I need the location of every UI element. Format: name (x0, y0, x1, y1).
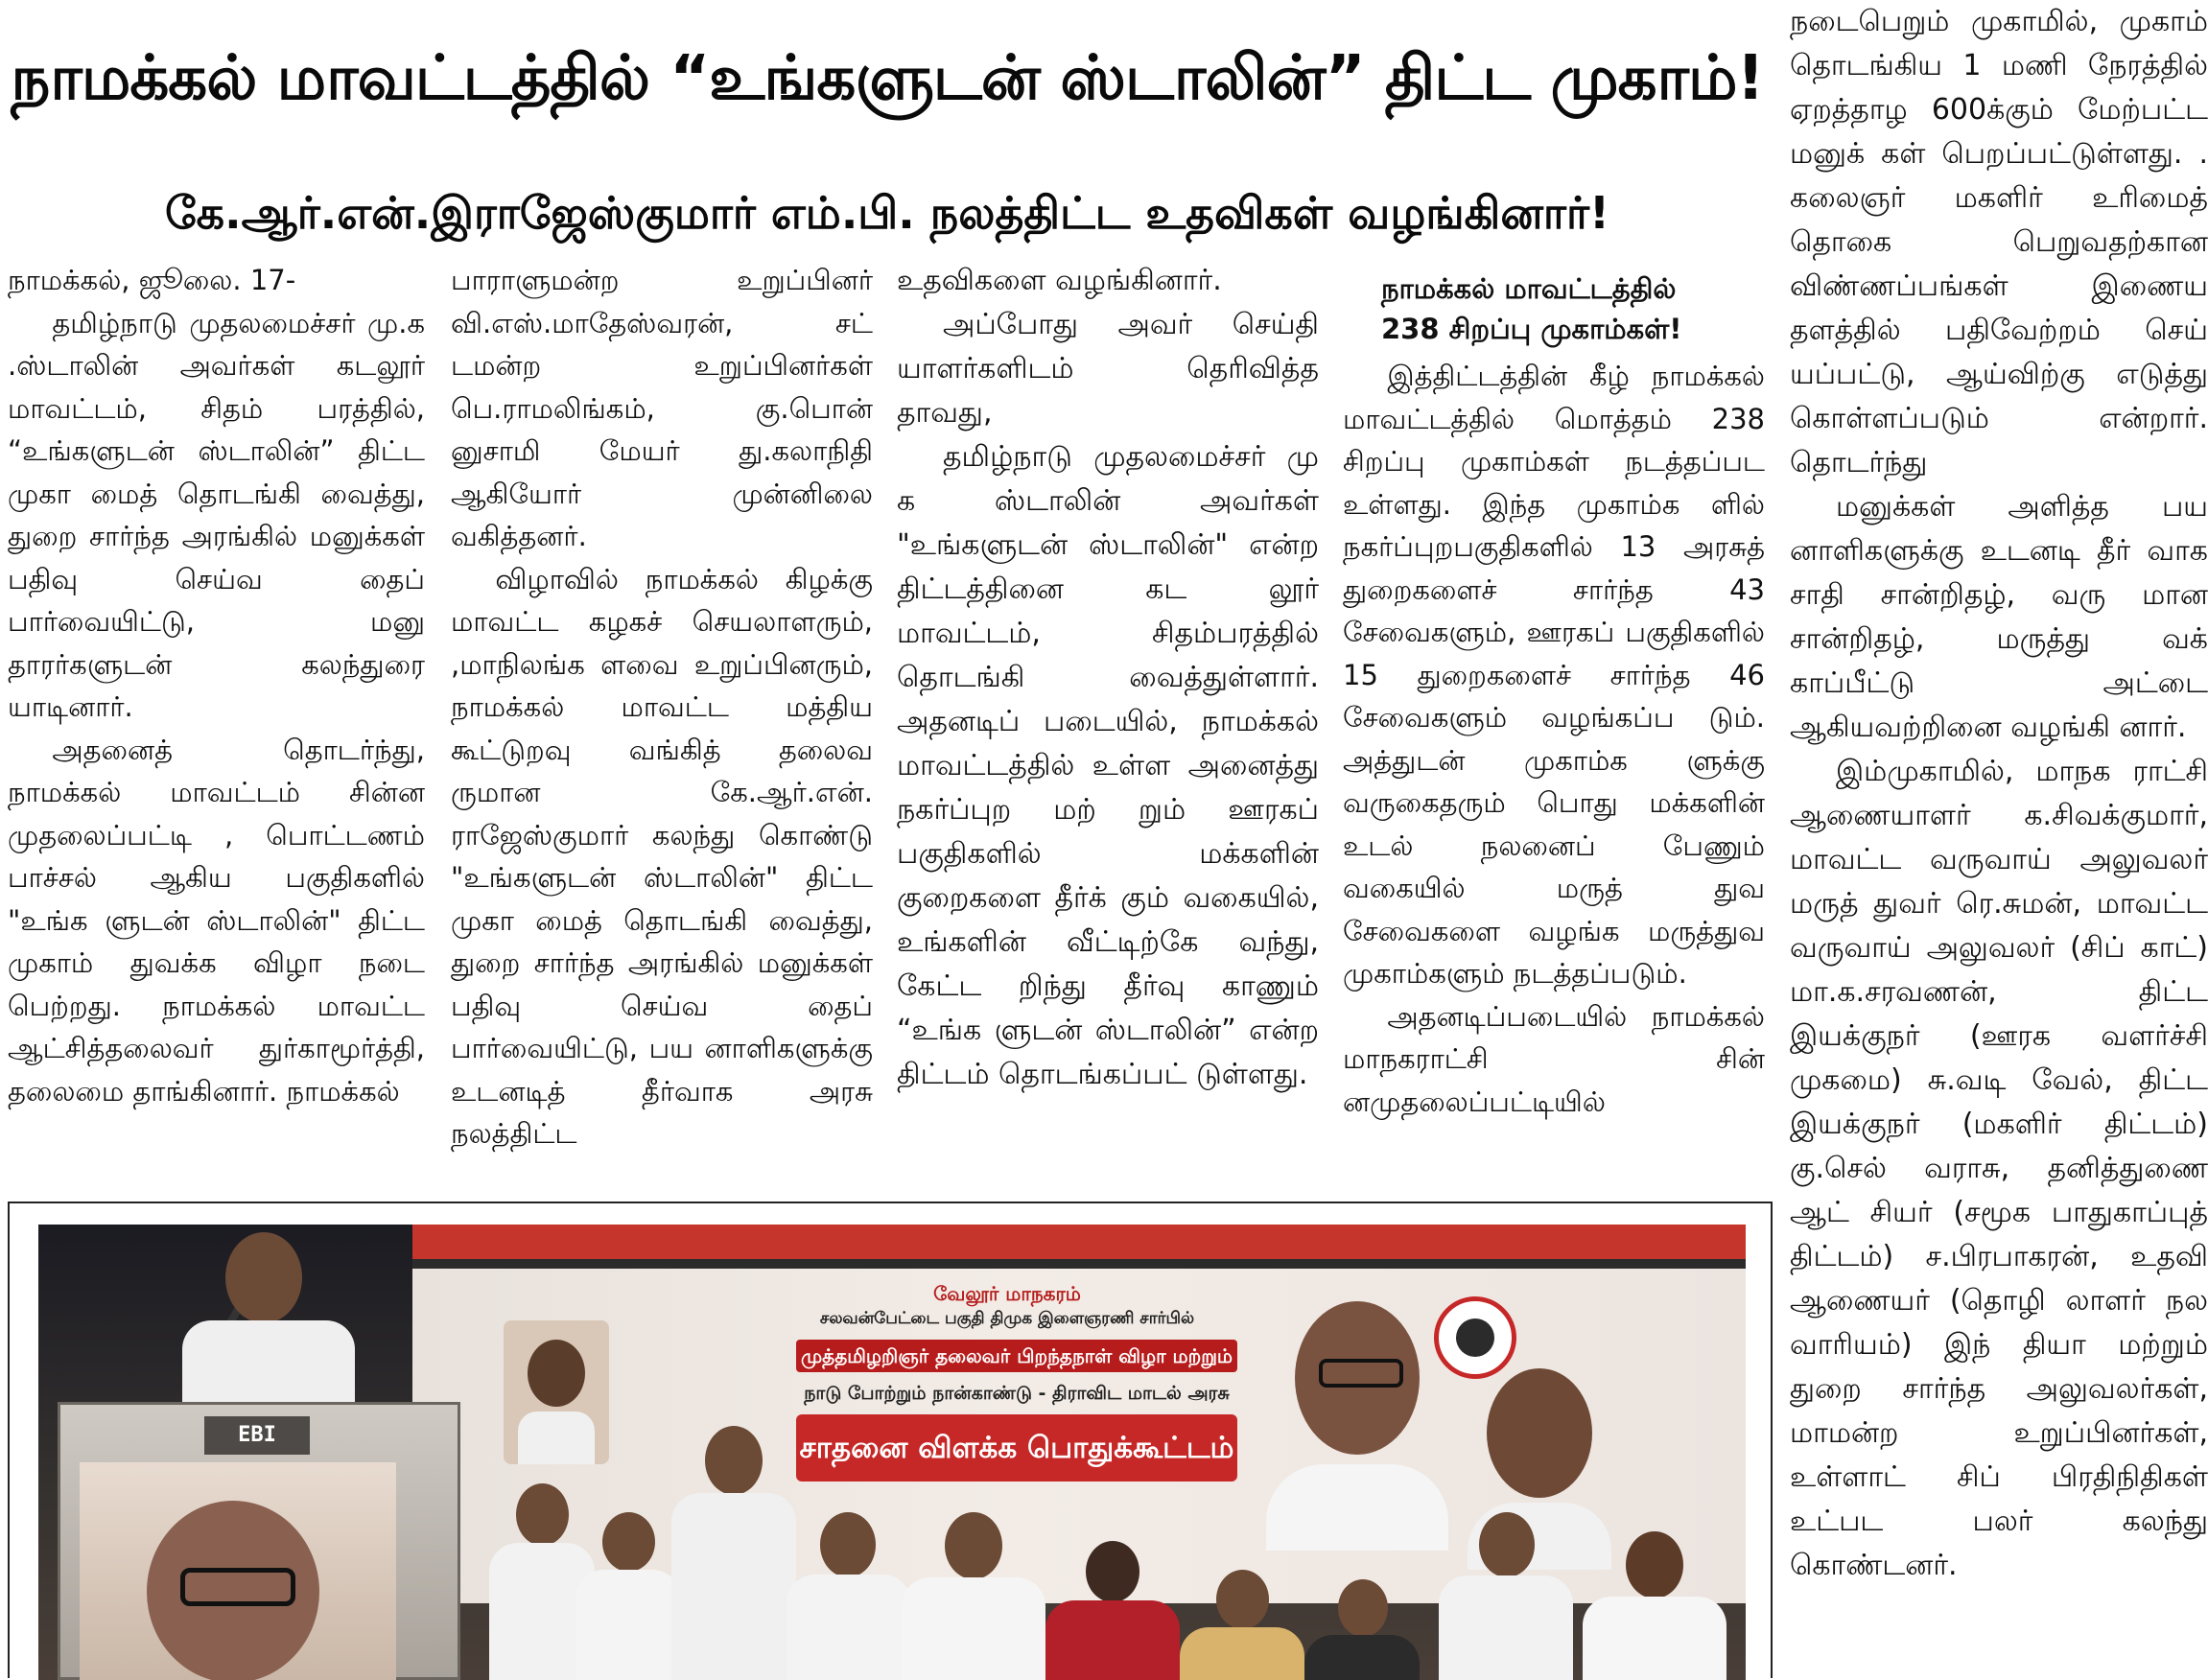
paragraph: விழாவில் நாமக்கல் கிழக்கு மாவட்ட கழகச் செயலாளரும், ,மாநிலங்க ளவை உறுப்பினரும், நாமக்கல் மாவட்ட மத்திய கூட்டுறவு வங்கித் தலைவ ருமான கே.ஆர்.என். ராஜேஸ்குமார் கலந்து கொண்டு "உங்களுடன் ஸ்டாலின்" திட்ட முகா மைத் தொடங்கி வைத்து, துறை சார்ந்த அரங்கில் மனுக்கள் பதிவு செய்வ தைப் பார்வையிட்டு, பய னாளிகளுக்கு உடனடித் தீர்வாக அரசு நலத்திட்ட (451, 562, 873, 1150)
paragraph: அப்போது அவர் செய்தி யாளர்களிடம் தெரிவித்த தாவது, (897, 308, 1319, 430)
paragraph: பாராளுமன்ற உறுப்பினர் வி.எஸ்.மாதேஸ்வரன், சட் டமன்ற உறுப்பினர்கள் பெ.ராமலிங்கம், கு.பொன் னுசாமி மேயர் து.கலாநிதி ஆகியோர் முன்னிலை வகித்தனர். (451, 264, 873, 552)
speaker-person (182, 1225, 355, 1416)
paragraph: அதனைத் தொடர்ந்து, நாமக்கல் மாவட்டம் சின்ன முதலைப்பட்டி , பொட்டணம் பாச்சல் ஆகிய பகுதிகளில் "உங்க ளுடன் ஸ்டாலின்" திட்ட முகாம் துவக்க விழா நடை பெற்றது. நாமக்கல் மாவட்ட ஆட்சித்தலைவர் துர்காமூர்த்தி, தலைமை தாங்கினார். நாமக்கல் (8, 733, 425, 1108)
paragraph: இம்முகாமில், மாநக ராட்சி ஆணையாளர் க.சிவக்குமார், மாவட்ட வருவாய் அலுவலர் மருத் துவர் ரெ.சுமன், மாவட்ட வருவாய் அலுவலர் (சிப் காட்) மா.க.சரவணன், திட்ட இயக்குநர் (ஊரக வளர்ச்சி முகமை) சு.வடி வேல், திட்ட இயக்குநர் (மகளிர் திட்டம்) கு.செல் வராசு, தனித்துணை ஆட் சியர் (சமூக பாதுகாப்புத் திட்டம்) ச.பிரபாகரன், உதவி ஆணையர் (தொழி லாளர் நல வாரியம்) இந் தியா மற்றும் துறை சார்ந்த அலுவலர்கள், மாமன்ற உறுப்பினர்கள், உள்ளாட் சிப் பிரதிநிதிகள் உட்பட பலர் கலந்து கொண்டனர். (1790, 755, 2208, 1582)
party-emblem-icon (1434, 1296, 1516, 1379)
banner-dark-stripe (412, 1259, 1746, 1269)
banner-line-4: நாடு போற்றும் நான்காண்டு - திராவிட மாடல் அரசு (804, 1383, 1230, 1404)
section-subheading (1381, 268, 1765, 349)
event-photo (38, 1225, 1746, 1680)
paragraph: நடைபெறும் முகாமில், முகாம் தொடங்கிய 1 மணி நேரத்தில் ஏறத்தாழ 600க்கும் மேற்பட்ட மனுக் கள் பெறப்பட்டுள்ளது. . கலைஞர் மகளிர் உரிமைத் தொகை பெறுவதற்கான விண்ணப்பங்கள் இணைய தளத்தில் பதிவேற்றம் செய் யப்பட்டு, ஆய்விற்கு எடுத்து கொள்ளப்படும் என்றார். தொடர்ந்து (1790, 5, 2208, 479)
article-column-3 (897, 259, 1319, 1179)
photo-frame (8, 1202, 1773, 1678)
paragraph: உதவிகளை வழங்கினார். (897, 264, 1222, 297)
dateline: நாமக்கல், ஜூலை. 17- (8, 264, 296, 296)
paragraph: தமிழ்நாடு முதலமைச்சர் மு க ஸ்டாலின் அவர்கள் "உங்களுடன் ஸ்டாலின்" என்ற திட்டத்தினை கட லூர் மாவட்டம், சிதம்பரத்தில் தொடங்கி வைத்துள்ளார். அதனடிப் படையில், நாமக்கல் மாவட்டத்தில் உள்ள அனைத்து நகர்ப்புற மற் றும் ஊரகப் பகுதிகளில் மக்களின் குறைகளை தீர்க் கும் வகையில், உங்களின் வீட்டிற்கே வந்து, கேட்ட றிந்து தீர்வு காணும் “உங்க ளுடன் ஸ்டாலின்” என்ற திட்டம் தொடங்கப்பட் டுள்ளது. (897, 440, 1319, 1091)
article-column-5 (1790, 0, 2208, 1678)
banner-line-1: வேலூர் மாநகரம் (933, 1282, 1081, 1305)
stage-guest (1304, 1579, 1420, 1680)
stage-guest (1045, 1541, 1180, 1680)
stage-guest (787, 1512, 911, 1680)
stage-guest (575, 1512, 681, 1680)
stage-guest (1180, 1570, 1304, 1680)
paragraph: தமிழ்நாடு முதலமைச்சர் மு.க .ஸ்டாலின் அவர்கள் கடலூர் மாவட்டம், சிதம் பரத்தில், “உங்களுடன் ஸ்டாலின்” திட்ட முகா மைத் தொடங்கி வைத்து, துறை சார்ந்த அரங்கில் மனுக்கள் பதிவு செய்வ தைப் பார்வையிட்டு, மனு தாரர்களுடன் கலந்துரை யாடினார். (8, 306, 425, 723)
paragraph: அதனடிப்படையில் நாமக்கல் மாநகராட்சி சின் னமுதலைப்பட்டியில் (1343, 999, 1765, 1118)
leader-portrait-large (1257, 1282, 1458, 1551)
podium (58, 1402, 460, 1680)
article-column-1 (8, 259, 425, 1179)
section-subheading-line-2: 238 சிறப்பு முகாம்கள்! (1381, 313, 1682, 345)
stage-guest (671, 1426, 796, 1680)
article-column-4 (1343, 259, 1765, 1179)
article-column-2 (451, 259, 873, 1179)
banner-line-2: சலவன்பேட்டை பகுதி திமுக இளைஞரணி சார்பில் (819, 1309, 1195, 1328)
paragraph: மனுக்கள் அளித்த பய னாளிகளுக்கு உடனடி தீர் வாக சாதி சான்றிதழ், வரு மான சான்றிதழ், மருத்து வக் காப்பீட்டு அட்டை ஆகியவற்றினை வழங்கி னார். (1790, 490, 2208, 744)
paragraph: இத்திட்டத்தின் கீழ் நாமக்கல் மாவட்டத்தில் மொத்தம் 238 சிறப்பு முகாம்கள் நடத்தப்பட உள்ளது. இந்த முகாம்க ளில் நகர்ப்புறபகுதிகளில் 13 அரசுத் துறைகளைச் சார்ந்த 43 சேவைகளும், ஊரகப் பகுதிகளில் 15 துறைகளைச் சார்ந்த 46 சேவைகளும் வழங்கப்ப டும். அத்துடன் முகாம்க ளுக்கு வருகைதரும் பொது மக்களின் உடல் நலனைப் பேணும் வகையில் மருத் துவ சேவைகளை வழங்க மருத்துவ முகாம்களும் நடத்தப்படும். (1343, 360, 1765, 990)
stage-guest (1583, 1531, 1726, 1680)
section-subheading-line-1: நாமக்கல் மாவட்டத்தில் (1381, 272, 1677, 305)
banner-top-stripe (412, 1225, 1746, 1259)
stage-guest (1439, 1512, 1573, 1680)
banner-line-3: முத்தமிழறிஞர் தலைவர் பிறந்தநாள் விழா மற்றும் (796, 1340, 1237, 1372)
subheadline: கே.ஆர்.என்.இராஜேஸ்குமார் எம்.பி. நலத்திட்ட உதவிகள் வழங்கினார்! (165, 187, 1609, 239)
stage-guest (902, 1512, 1045, 1680)
headline: நாமக்கல் மாவட்டத்தில் “உங்களுடன் ஸ்டாலின்” திட்ட முகாம்! (11, 43, 1764, 114)
podium-poster (80, 1462, 396, 1680)
leader-portrait-small (504, 1320, 609, 1464)
podium-label: EBI (204, 1416, 310, 1455)
banner-line-5: சாதனை விளக்க பொதுக்கூட்டம் (796, 1414, 1237, 1482)
